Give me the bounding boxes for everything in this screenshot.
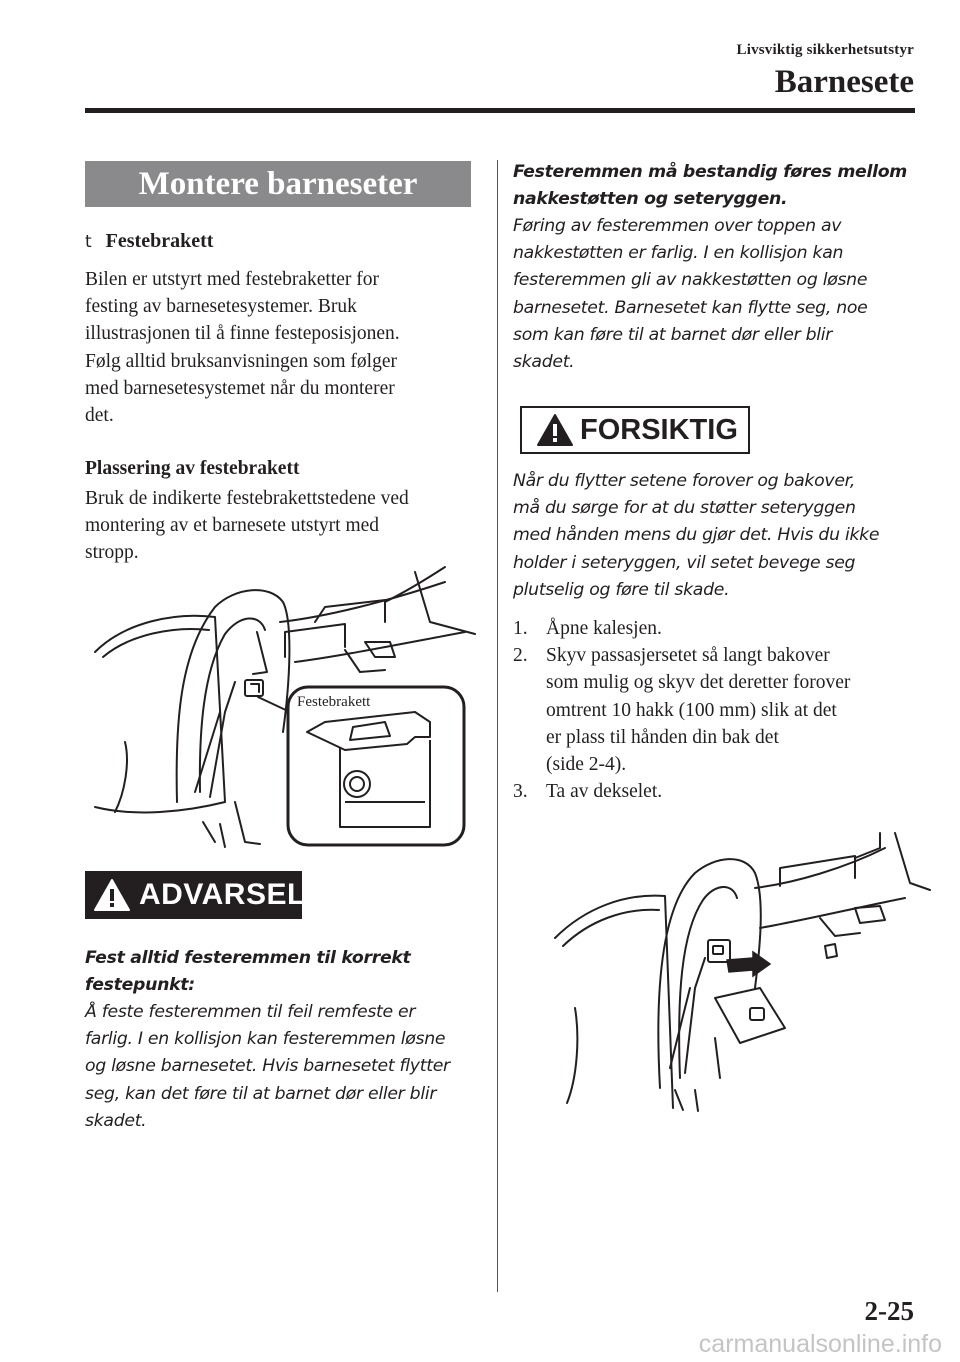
- text-line: plutselig og føre til skade.: [513, 579, 730, 600]
- callout-label: Festebrakett: [297, 694, 371, 710]
- text-line: Føring av festeremmen over toppen av: [513, 216, 842, 236]
- text-line: stropp.: [85, 542, 139, 564]
- text-line: som mulig og skyv det deretter forover: [546, 672, 851, 694]
- text-line: det.: [85, 405, 114, 427]
- placement-heading: Plassering av festebrakett: [85, 458, 300, 479]
- text-line: illustrasjonen til å finne festeposisjonen.: [85, 323, 400, 345]
- text-line: Fest alltid festeremmen til korrekt: [85, 948, 411, 968]
- text-line: seg, kan det føre til at barnet dør eller blir: [85, 1083, 437, 1104]
- text-line: barnesetet. Barnesetet kan flytte seg, noe: [513, 297, 868, 318]
- text-line: Bruk de indikerte festebrakettstedene ved: [85, 488, 409, 509]
- text-line: med hånden mens du gjør det. Hvis du ikke: [513, 525, 880, 546]
- text-line: nakkestøtten er farlig. I en kollisjon kan: [513, 243, 844, 264]
- warning-continued-text: [513, 213, 913, 376]
- step-item: [513, 615, 918, 642]
- warning-bold-text: [85, 945, 480, 999]
- text-line: må du sørge for at du støtter seteryggen: [513, 498, 856, 519]
- page-number: 2-25: [864, 1296, 914, 1326]
- subheading-bullet: t: [85, 232, 92, 252]
- text-line: og løsne barnesetet. Hvis barnesetet flytter: [85, 1056, 450, 1077]
- section-title: Barnesete: [774, 64, 914, 100]
- step-item: [513, 642, 918, 778]
- section-heading-bar: Montere barneseter: [85, 161, 471, 207]
- text-line: med barnesetesystemet når du monterer: [85, 377, 395, 399]
- text-line: skadet.: [85, 1110, 147, 1131]
- warning-badge: [85, 871, 306, 919]
- text-line: Åpne kalesjen.: [546, 618, 662, 639]
- caution-triangle-icon: [536, 413, 574, 447]
- text-line: festeremmen gli av nakkestøtten og løsne: [513, 270, 868, 291]
- arrow-icon: [727, 952, 770, 976]
- text-line: nakkestøtten og seteryggen.: [513, 189, 788, 210]
- text-line: festing av barnesetesystemer. Bruk: [85, 296, 357, 318]
- step-item: [513, 778, 918, 805]
- remove-cover-illustration: [555, 828, 930, 1113]
- text-line: montering av et barnesete utstyrt med: [85, 515, 380, 537]
- warning-triangle-icon: [93, 878, 131, 912]
- header-rule: [85, 108, 915, 113]
- warning-continued-bold: [513, 159, 913, 213]
- text-line: Festeremmen må bestandig føres mellom: [513, 162, 908, 182]
- text-line: festepunkt:: [85, 975, 195, 996]
- text-line: holder i seteryggen, vil setet bevege seg: [513, 552, 856, 573]
- subheading: [85, 230, 213, 253]
- chapter-title: Livsviktig sikkerhetsutstyr: [736, 42, 914, 58]
- column-divider: [497, 160, 498, 1292]
- step-number: 1.: [513, 618, 528, 639]
- text-line: Å feste festeremmen til feil remfeste er: [85, 1002, 416, 1022]
- text-line: Når du flytter setene forover og bakover,: [513, 471, 856, 491]
- text-line: omtrent 10 hakk (100 mm) slik at det: [546, 699, 837, 721]
- text-line: Følg alltid bruksanvisningen som følger: [85, 350, 397, 372]
- text-line: (side 2-4).: [546, 754, 627, 776]
- text-line: Skyv passasjersetet så langt bakover: [546, 645, 830, 667]
- warning-label: ADVARSEL: [139, 878, 306, 911]
- text-line: skadet.: [513, 352, 575, 373]
- text-line: Bilen er utstyrt med festebraketter for: [85, 269, 380, 290]
- warning-text: [85, 999, 480, 1135]
- caution-badge: [520, 406, 750, 454]
- caution-text: [513, 468, 913, 604]
- step-list: [513, 615, 918, 805]
- step-number: 3.: [513, 781, 528, 803]
- watermark: carmanualsonline.info: [698, 1330, 942, 1358]
- text-line: som kan føre til at barnet dør eller blir: [513, 324, 833, 345]
- text-line: Ta av dekselet.: [546, 781, 663, 803]
- text-line: farlig. I en kollisjon kan festeremmen løsne: [85, 1029, 446, 1050]
- placement-paragraph: [85, 485, 477, 567]
- step-number: 2.: [513, 645, 528, 667]
- text-line: er plass til hånden din bak det: [546, 726, 779, 748]
- subheading-text: Festebrakett: [105, 230, 214, 252]
- bracket-location-illustration: [85, 562, 475, 852]
- intro-paragraph: [85, 266, 477, 429]
- caution-label: FORSIKTIG: [580, 413, 738, 446]
